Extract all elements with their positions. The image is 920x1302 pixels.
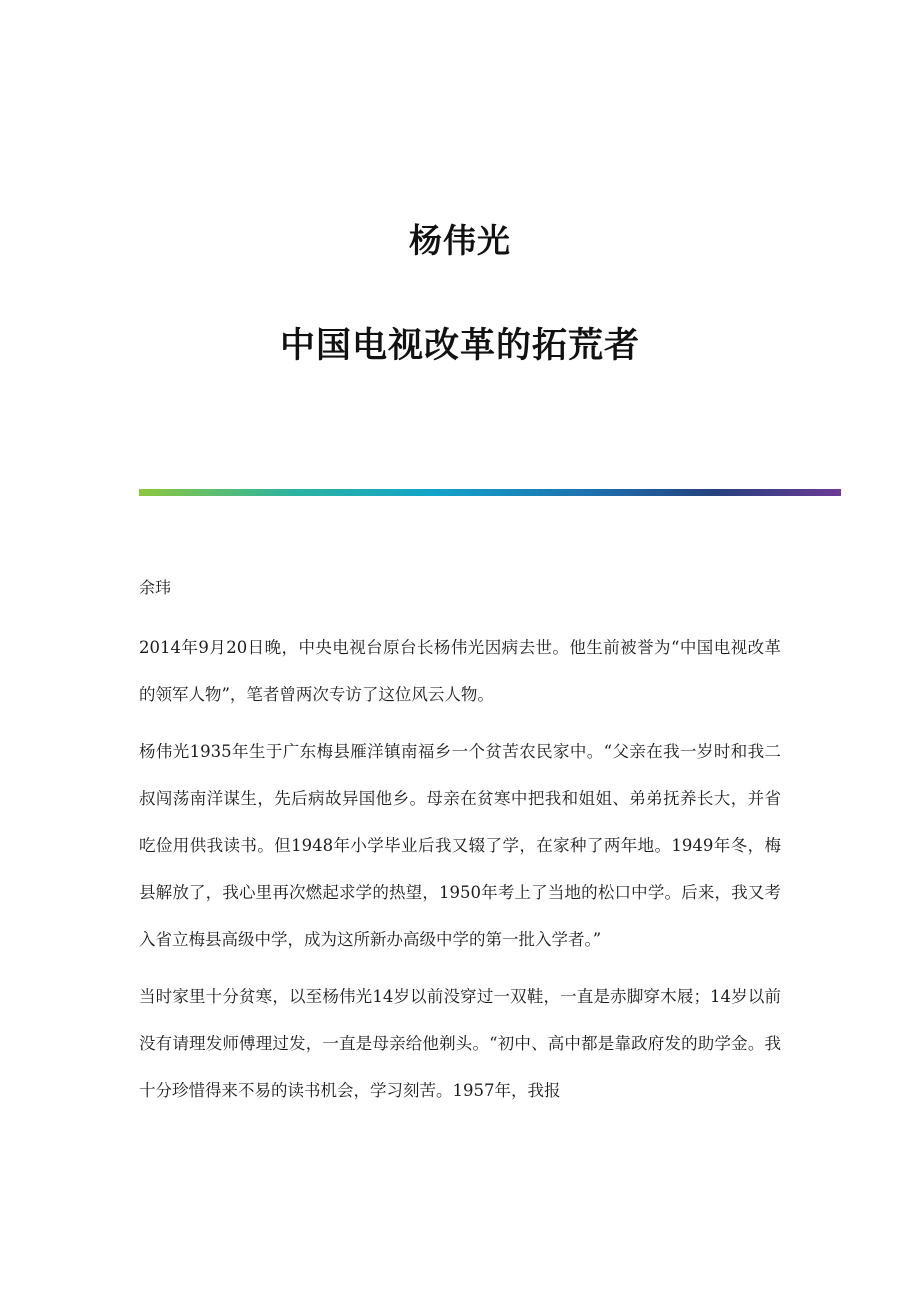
document-subtitle: 中国电视改革的拓荒者 bbox=[279, 326, 640, 366]
article-body bbox=[139, 624, 781, 1124]
author-name: 余玮 bbox=[139, 578, 172, 597]
document-title: 杨伟光 bbox=[409, 221, 511, 260]
paragraph-2: 杨伟光1935年生于广东梅县雁洋镇南福乡一个贫苦农民家中。“父亲在我一岁时和我二叔闯荡南洋谋生，先后病故异国他乡。母亲在贫寒中把我和姐姐、弟弟抚养长大，并省吃俭用供我读书。但1948年小学毕业后我又辍了学，在家种了两年地。1949年冬，梅县解放了，我心里再次燃起求学的热望，1950年考上了当地的松口中学。后来，我又考入省立梅县高级中学，成为这所新办高级中学的第一批入学者。” bbox=[139, 742, 781, 949]
paragraph-1: 2014年9月20日晚，中央电视台原台长杨伟光因病去世。他生前被誉为“中国电视改革的领军人物”，笔者曾两次专访了这位风云人物。 bbox=[139, 638, 781, 704]
paragraph-3: 当时家里十分贫寒，以至杨伟光14岁以前没穿过一双鞋，一直是赤脚穿木屐；14岁以前没有请理发师傅理过发，一直是母亲给他剃头。“初中、高中都是靠政府发的助学金。我十分珍惜得来不易的读书机会，学习刻苦。1957年，我报 bbox=[139, 987, 781, 1100]
gradient-divider bbox=[139, 489, 841, 496]
